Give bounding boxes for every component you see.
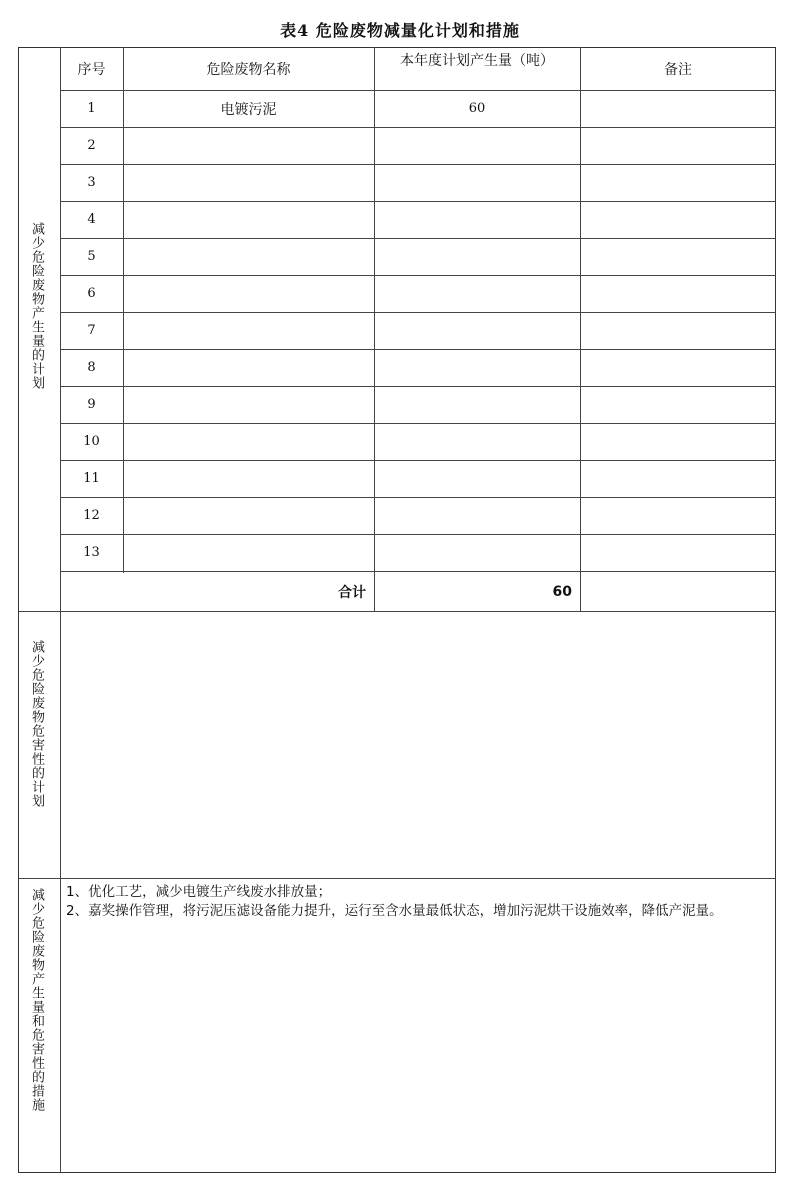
row-planned-amount <box>374 275 580 312</box>
row-planned-amount <box>374 460 580 497</box>
row-planned-amount <box>374 423 580 460</box>
measure-item: 1、优化工艺，减少电镀生产线废水排放量； <box>66 884 332 900</box>
row-waste-name <box>123 423 374 460</box>
row-remark <box>580 127 776 164</box>
row-waste-name <box>123 238 374 275</box>
row-serial: 13 <box>83 545 100 560</box>
row-planned-amount <box>374 238 580 275</box>
row-waste-name <box>123 349 374 386</box>
row-serial: 7 <box>87 323 96 338</box>
measure-item: 2、嘉奖操作管理，将污泥压滤设备能力提升，运行至含水量最低状态，增加污泥烘干设施效率，降低产泥量。 <box>66 903 723 919</box>
row-remark <box>580 534 776 571</box>
row-planned-amount <box>374 386 580 423</box>
row-waste-name <box>123 534 374 571</box>
section1-side-label: 减少危险废物产生量的计划 <box>29 222 44 390</box>
row-remark <box>580 423 776 460</box>
row-remark <box>580 497 776 534</box>
header-remark: 备注 <box>664 62 692 78</box>
header-planned-amount: 本年度计划产生量（吨） <box>400 53 554 69</box>
row-remark <box>580 460 776 497</box>
row-remark <box>580 238 776 275</box>
row-remark <box>580 312 776 349</box>
row-serial: 8 <box>87 360 96 375</box>
total-value: 60 <box>552 584 572 600</box>
header-waste-name: 危险废物名称 <box>206 62 291 78</box>
row-planned-amount <box>374 164 580 201</box>
row-waste-name: 电镀污泥 <box>220 101 277 118</box>
row-remark <box>580 275 776 312</box>
row-planned-amount: 60 <box>468 101 486 116</box>
row-planned-amount <box>374 201 580 238</box>
row-planned-amount <box>374 349 580 386</box>
row-waste-name <box>123 497 374 534</box>
row-waste-name <box>123 127 374 164</box>
total-label: 合计 <box>338 585 366 601</box>
header-serial: 序号 <box>77 62 106 78</box>
row-serial: 11 <box>83 471 100 486</box>
row-remark <box>580 386 776 423</box>
row-remark <box>580 349 776 386</box>
row-remark <box>580 164 776 201</box>
row-waste-name <box>123 275 374 312</box>
row-remark <box>580 201 776 238</box>
row-waste-name <box>123 460 374 497</box>
row-serial: 3 <box>87 175 96 190</box>
row-waste-name <box>123 201 374 238</box>
row-serial: 10 <box>83 434 100 449</box>
row-waste-name <box>123 312 374 349</box>
row-waste-name <box>123 164 374 201</box>
section3-side-label: 减少危险废物产生量和危害性的措施 <box>29 888 44 1112</box>
row-planned-amount <box>374 497 580 534</box>
row-waste-name <box>123 386 374 423</box>
row-serial: 2 <box>87 138 96 153</box>
row-planned-amount <box>374 534 580 571</box>
row-planned-amount <box>374 312 580 349</box>
row-serial: 4 <box>87 212 96 227</box>
table-title: 表4 危险废物减量化计划和措施 <box>280 21 520 40</box>
section2-side-label: 减少危险废物危害性的计划 <box>29 640 44 808</box>
row-serial: 12 <box>83 508 100 523</box>
row-serial: 6 <box>87 286 96 301</box>
measures-list <box>66 883 766 921</box>
row-serial: 1 <box>87 101 96 116</box>
row-planned-amount <box>374 127 580 164</box>
row-serial: 5 <box>87 249 96 264</box>
row-serial: 9 <box>87 397 96 412</box>
row-remark <box>580 90 776 127</box>
